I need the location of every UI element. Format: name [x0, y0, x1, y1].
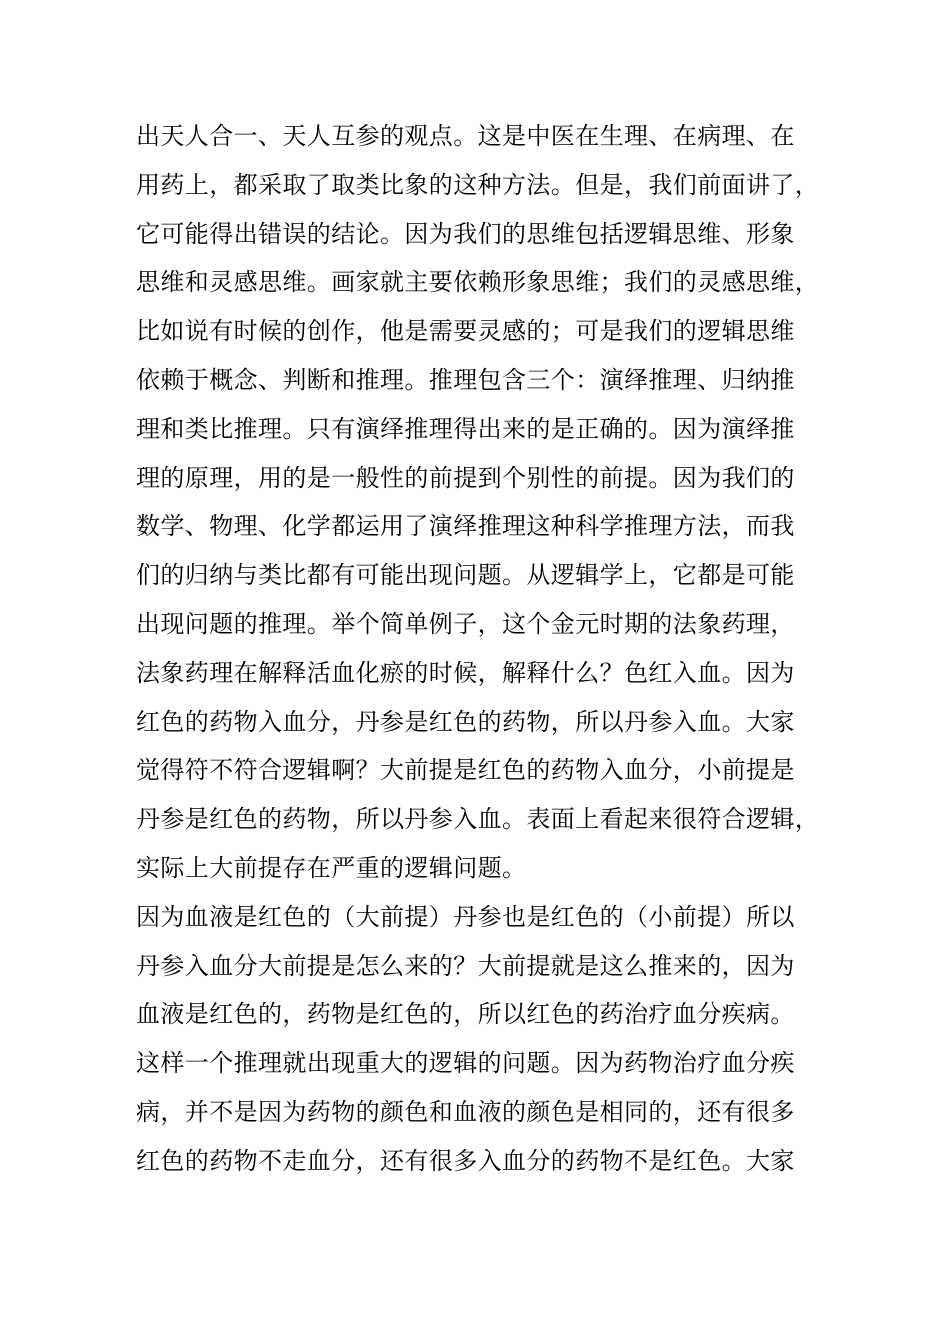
text-line: 病，并不是因为药物的颜色和血液的颜色是相同的，还有很多	[136, 1097, 795, 1126]
text-line: 丹参入血分大前提是怎么来的？大前提就是这么推来的，因为	[136, 951, 795, 980]
text-line: 觉得符不符合逻辑啊？大前提是红色的药物入血分，小前提是	[136, 756, 795, 785]
text-line: 红色的药物入血分，丹参是红色的药物，所以丹参入血。大家	[136, 707, 795, 736]
text-line: 红色的药物不走血分，还有很多入血分的药物不是红色。大家	[136, 1146, 795, 1175]
text-line: 丹参是红色的药物，所以丹参入血。表面上看起来很符合逻辑，	[136, 805, 820, 834]
text-line: 们的归纳与类比都有可能出现问题。从逻辑学上，它都是可能	[136, 561, 795, 590]
text-line: 依赖于概念、判断和推理。推理包含三个：演绎推理、归纳推	[136, 365, 795, 394]
text-line: 血液是红色的，药物是红色的，所以红色的药治疗血分疾病。	[136, 1000, 795, 1029]
text-line: 数学、物理、化学都运用了演绎推理这种科学推理方法，而我	[136, 512, 795, 541]
text-line: 理的原理，用的是一般性的前提到个别性的前提。因为我们的	[136, 463, 795, 492]
text-line: 这样一个推理就出现重大的逻辑的问题。因为药物治疗血分疾	[136, 1049, 795, 1078]
text-line: 它可能得出错误的结论。因为我们的思维包括逻辑思维、形象	[136, 219, 795, 248]
text-line: 实际上大前提存在严重的逻辑问题。	[136, 853, 527, 882]
text-line: 用药上，都采取了取类比象的这种方法。但是，我们前面讲了，	[136, 170, 820, 199]
text-line: 出天人合一、天人互参的观点。这是中医在生理、在病理、在	[136, 122, 795, 150]
text-line: 因为血液是红色的（大前提）丹参也是红色的（小前提）所以	[136, 902, 795, 931]
text-line: 法象药理在解释活血化瘀的时候，解释什么？色红入血。因为	[136, 658, 795, 687]
document-page	[136, 112, 836, 1186]
text-line: 比如说有时候的创作，他是需要灵感的；可是我们的逻辑思维	[136, 317, 795, 346]
text-line: 出现问题的推理。举个简单例子，这个金元时期的法象药理，	[136, 609, 795, 638]
text-line: 思维和灵感思维。画家就主要依赖形象思维；我们的灵感思维，	[136, 268, 820, 297]
text-line: 理和类比推理。只有演绎推理得出来的是正确的。因为演绎推	[136, 414, 795, 443]
